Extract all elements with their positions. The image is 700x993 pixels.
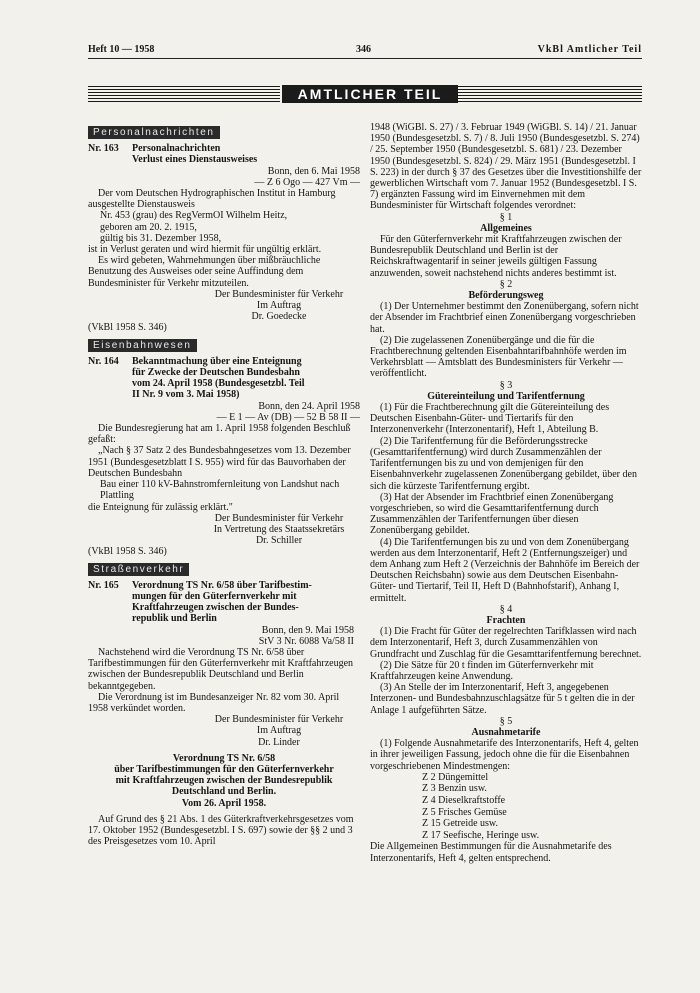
signature-line: Im Auftrag: [256, 300, 302, 312]
paragraph: gültig bis 31. Dezember 1958,: [100, 232, 222, 244]
header-rule: [88, 58, 642, 59]
list-item: Z 17 Seefische, Heringe usw.: [422, 829, 540, 841]
paragraph: Es wird gebeten, Wahrnehmungen über mißbräuchliche Benutzung des Ausweises oder seine Auffindung dem Bundesminister für Verkehr mitzuteilen.: [88, 255, 321, 289]
section-number: § 5: [499, 715, 513, 727]
paragraph: Nr. 453 (grau) des RegVermOI Wilhelm Heitz,: [100, 210, 288, 222]
section-number: § 1: [499, 211, 513, 223]
signature-line: Dr. Schiller: [255, 535, 303, 547]
title-line: Verordnung TS Nr. 6/58 über Tarifbestim-: [132, 579, 312, 591]
ordinance-title: [88, 753, 360, 809]
entry-number: Nr. 163: [88, 143, 119, 155]
paragraph: (3) Hat der Absender im Frachtbrief einen Zonenübergang vorgeschrieben, so wird die Gesamttarifentfernung durch Zusammenzählen der Tarifentfernungen über diesen Zonenübergang gebildet.: [370, 491, 614, 537]
reference: (VkBl 1958 S. 346): [88, 546, 167, 558]
list-item: Z 5 Frisches Gemüse: [422, 806, 507, 818]
ordinance-title-line: Verordnung TS Nr. 6/58: [172, 752, 276, 764]
section-heading: Gütereinteilung und Tarifentfernung: [427, 390, 585, 402]
title-line: für Zwecke der Deutschen Bundesbahn: [132, 367, 300, 379]
ordinance-title-line: über Tarifbestimmungen für den Güterfernverkehr: [114, 763, 334, 775]
signature-block: [88, 289, 360, 323]
entry-heading-165: [88, 580, 360, 625]
signature-line: Der Bundesminister für Verkehr: [214, 714, 344, 726]
signature-line: Der Bundesminister für Verkehr: [214, 512, 344, 524]
section-heading: Allgemeines: [480, 222, 532, 234]
section-number: § 2: [499, 278, 513, 290]
paragraph: (2) Die Tarifentfernung für die Beförderungsstrecke (Gesamttarifentfernung) wird durch Zusammenzählen der Tarifentfernungen bis zu und von demjenigen für den Eisenbahnverkehr zugelassenen Zonenübergang gebildet, über den sich die kürzeste Tarifentfernung ergibt.: [370, 435, 637, 492]
entry-number: Nr. 165: [88, 579, 119, 591]
title-line: Bekanntmachung über eine Enteignung: [132, 355, 302, 367]
section-number: § 4: [499, 603, 513, 615]
paragraph: (1) Die Fracht für Güter der regelrechten Tarifklassen wird nach dem Interzonentarif, Heft 3, durch Zusammenzählen von Grundfracht und Zuschlag für die Gesamttarifentfernung berechnet.: [370, 626, 642, 660]
title-line: republik und Berlin: [132, 613, 217, 625]
section-tag-rail: Eisenbahnwesen: [88, 339, 197, 352]
paragraph: geboren am 20. 2. 1915,: [100, 221, 197, 233]
signature-line: Dr. Linder: [258, 736, 300, 748]
entry-title: [132, 580, 360, 625]
ordinance-title-line: mit Kraftfahrzeugen zwischen der Bundesrepublik: [115, 775, 333, 787]
entry-heading-164: [88, 356, 360, 401]
paragraph: die Enteignung für zulässig erklärt.": [88, 501, 233, 513]
section-tag-road: Straßenverkehr: [88, 563, 189, 576]
signature-block: [88, 714, 360, 748]
paragraph: „Nach § 37 Satz 2 des Bundesbahngesetzes vom 13. Dezember 1951 (Bundesgesetzblatt I S. 955) wird für das Bauvorhaben der Deutschen Bundesbahn: [88, 445, 351, 479]
running-header-section: VkBl Amtlicher Teil: [537, 44, 642, 55]
signature-block: [88, 513, 360, 547]
dateline: [88, 625, 360, 647]
signature-line: Dr. Goedecke: [251, 311, 307, 323]
list-item: Z 4 Dieselkraftstoffe: [422, 794, 506, 806]
entry-heading-163: [88, 143, 360, 165]
signature-line: Im Auftrag: [256, 725, 302, 737]
title-line: II Nr. 9 vom 3. Mai 1958): [132, 389, 240, 401]
section-number: § 3: [499, 379, 513, 391]
title-line: vom 24. April 1958 (Bundesgesetzbl. Teil: [132, 378, 305, 390]
page-number: 346: [356, 44, 371, 55]
paragraph: 1948 (WiGBl. S. 27) / 3. Februar 1949 (WiGBl. S. 14) / 21. Januar 1950 (Bundesgesetzbl. S. 7) / 8. Juli 1950 (Bundesgesetzbl. S. 274) / 25. September 1950 (Bundesgesetzbl. S. 681) / 23. Dezember 1950 (Bundesgesetzbl. S. 824) / 29. März 1951 (Bundesgesetzbl. I S. 223) in der durch § 37 des Gesetzes über die Investitionshilfe der gewerblichen Wirtschaft vom 7. Januar 1952 (Bundesgesetzbl. I S. 7) ergänzten Fassung wird im Einvernehmen mit dem Bundesminister für Wirtschaft folgendes verordnet:: [370, 122, 642, 212]
paragraph: Auf Grund des § 21 Abs. 1 des Güterkraftverkehrsgesetzes vom 17. Oktober 1952 (Bundesgesetzbl. I S. 697) sowie der §§ 2 und 3 des Preisgesetzes vom 10. April: [88, 813, 354, 848]
ordinance-title-line: Deutschland und Berlin.: [171, 786, 277, 798]
section-banner: [88, 86, 642, 102]
section-heading: Beförderungsweg: [468, 290, 544, 302]
date-line: Bonn, den 24. April 1958: [258, 400, 360, 412]
ref-line: StV 3 Nr. 6088 Va/58 II: [258, 635, 354, 647]
list-item: Z 15 Getreide usw.: [422, 818, 498, 830]
list-item: Z 2 Düngemittel: [422, 771, 489, 783]
title-line: mungen für den Güterfernverkehr mit: [132, 590, 297, 602]
section-heading: Ausnahmetarife: [471, 726, 541, 738]
left-column: [88, 126, 360, 847]
paragraph: (1) Für die Frachtberechnung gilt die Gütereinteilung des Deutschen Eisenbahn-Güter- und Tiertarifs für den Interzonenverkehr (Interzonentarif), Heft 1, Abteilung B.: [370, 402, 610, 436]
paragraph: Der vom Deutschen Hydrographischen Institut in Hamburg ausgestellte Dienstausweis: [88, 188, 336, 211]
section-tag-personal: Personalnachrichten: [88, 126, 220, 139]
tariff-list: [422, 772, 642, 842]
title-line: Kraftfahrzeugen zwischen der Bundes-: [132, 602, 299, 614]
paragraph: Die Verordnung ist im Bundesanzeiger Nr. 82 vom 30. April 1958 verkündet worden.: [88, 691, 340, 714]
paragraph: (2) Die Sätze für 20 t finden im Güterfernverkehr mit Kraftfahrzeugen keine Anwendung.: [370, 659, 594, 682]
list-item: Z 3 Benzin usw.: [422, 783, 487, 795]
signature-line: In Vertretung des Staatssekretärs: [213, 523, 345, 535]
paragraph: Die Bundesregierung hat am 1. April 1958 folgenden Beschluß gefaßt:: [88, 423, 351, 446]
ordinance-title-line: Vom 26. April 1958.: [181, 797, 267, 809]
right-column: [370, 122, 642, 864]
title-line: Personalnachrichten: [132, 143, 221, 155]
entry-title: [132, 356, 360, 401]
ref-line: — E 1 — Av (DB) — 52 B 58 II —: [216, 411, 360, 423]
ref-line: — Z 6 Ogo — 427 Vm —: [254, 176, 360, 188]
reference: (VkBl 1958 S. 346): [88, 322, 167, 334]
date-line: Bonn, den 6. Mai 1958: [267, 165, 360, 177]
paragraph: (3) An Stelle der im Interzonentarif, Heft 3, angegebenen Interzonen- und Bundesbahnzuschlagsätze für 5 t gelten die in der Anlage 1 aufgeführten Sätze.: [370, 682, 635, 716]
dateline: [88, 166, 360, 188]
entry-number: Nr. 164: [88, 355, 119, 367]
banner-title: AMTLICHER TEIL: [282, 85, 458, 103]
paragraph: (4) Die Tarifentfernungen bis zu und von dem Zonenübergang werden aus dem Interzonentarif, Heft 2 (Entfernungszeiger) und dem Anhang zum Heft 2 (Verzeichnis der Bahnhöfe im Bereich der Deutschen Reichsbahn) sowie aus dem Deutschen Eisenbahn-Güter- und Tiertarif, Teil II, Heft D (Bahnhofstarif), Anhang I, ermittelt.: [370, 536, 640, 604]
running-header-issue: Heft 10 — 1958: [88, 44, 155, 55]
section-heading: Frachten: [486, 614, 526, 626]
entry-title: [132, 143, 360, 165]
paragraph: Die Allgemeinen Bestimmungen für die Ausnahmetarife des Interzonentarifs, Heft 4, gelten entsprechend.: [370, 841, 612, 864]
paragraph: (2) Die zugelassenen Zonenübergänge und die für die Frachtberechnung geltenden Eisenbahntarifbahnhöfe werden im Verkehrsblatt — Amtsblatt des Bundesministers für Verkehr — veröffentlicht.: [370, 334, 627, 380]
paragraph: (1) Der Unternehmer bestimmt den Zonenübergang, sofern nicht der Absender im Frachtbrief einen Zonenübergang vorgeschrieben hat.: [370, 301, 639, 335]
dateline: [88, 401, 360, 423]
paragraph: (1) Folgende Ausnahmetarife des Interzonentarifs, Heft 4, gelten in ihrer jeweiligen Fassung, jedoch ohne die für die Eisenbahnen vorgeschriebenen Mindestmengen:: [370, 738, 639, 772]
paragraph: ist in Verlust geraten und wird hiermit für ungültig erklärt.: [88, 244, 322, 256]
date-line: Bonn, den 9. Mai 1958: [261, 624, 354, 636]
paragraph: Nachstehend wird die Verordnung TS Nr. 6/58 über Tarifbestimmungen für den Güterfernverkehr mit Kraftfahrzeugen zwischen der Bundesrepublik Deutschland und Berlin bekanntgegeben.: [88, 646, 354, 692]
banner-lines-left: [88, 86, 280, 102]
banner-lines-right: [458, 86, 642, 102]
paragraph: Bau einer 110 kV-Bahnstromfernleitung von Landshut nach Plattling: [100, 479, 340, 502]
signature-line: Der Bundesminister für Verkehr: [214, 288, 344, 300]
title-line: Verlust eines Dienstausweises: [132, 154, 258, 166]
paragraph: Für den Güterfernverkehr mit Kraftfahrzeugen zwischen der Bundesrepublik Deutschland und Berlin ist der Reichskraftwagentarif in seiner jeweils gültigen Fassung anzuwenden, soweit nachstehend nichts anderes bestimmt ist.: [370, 234, 622, 279]
